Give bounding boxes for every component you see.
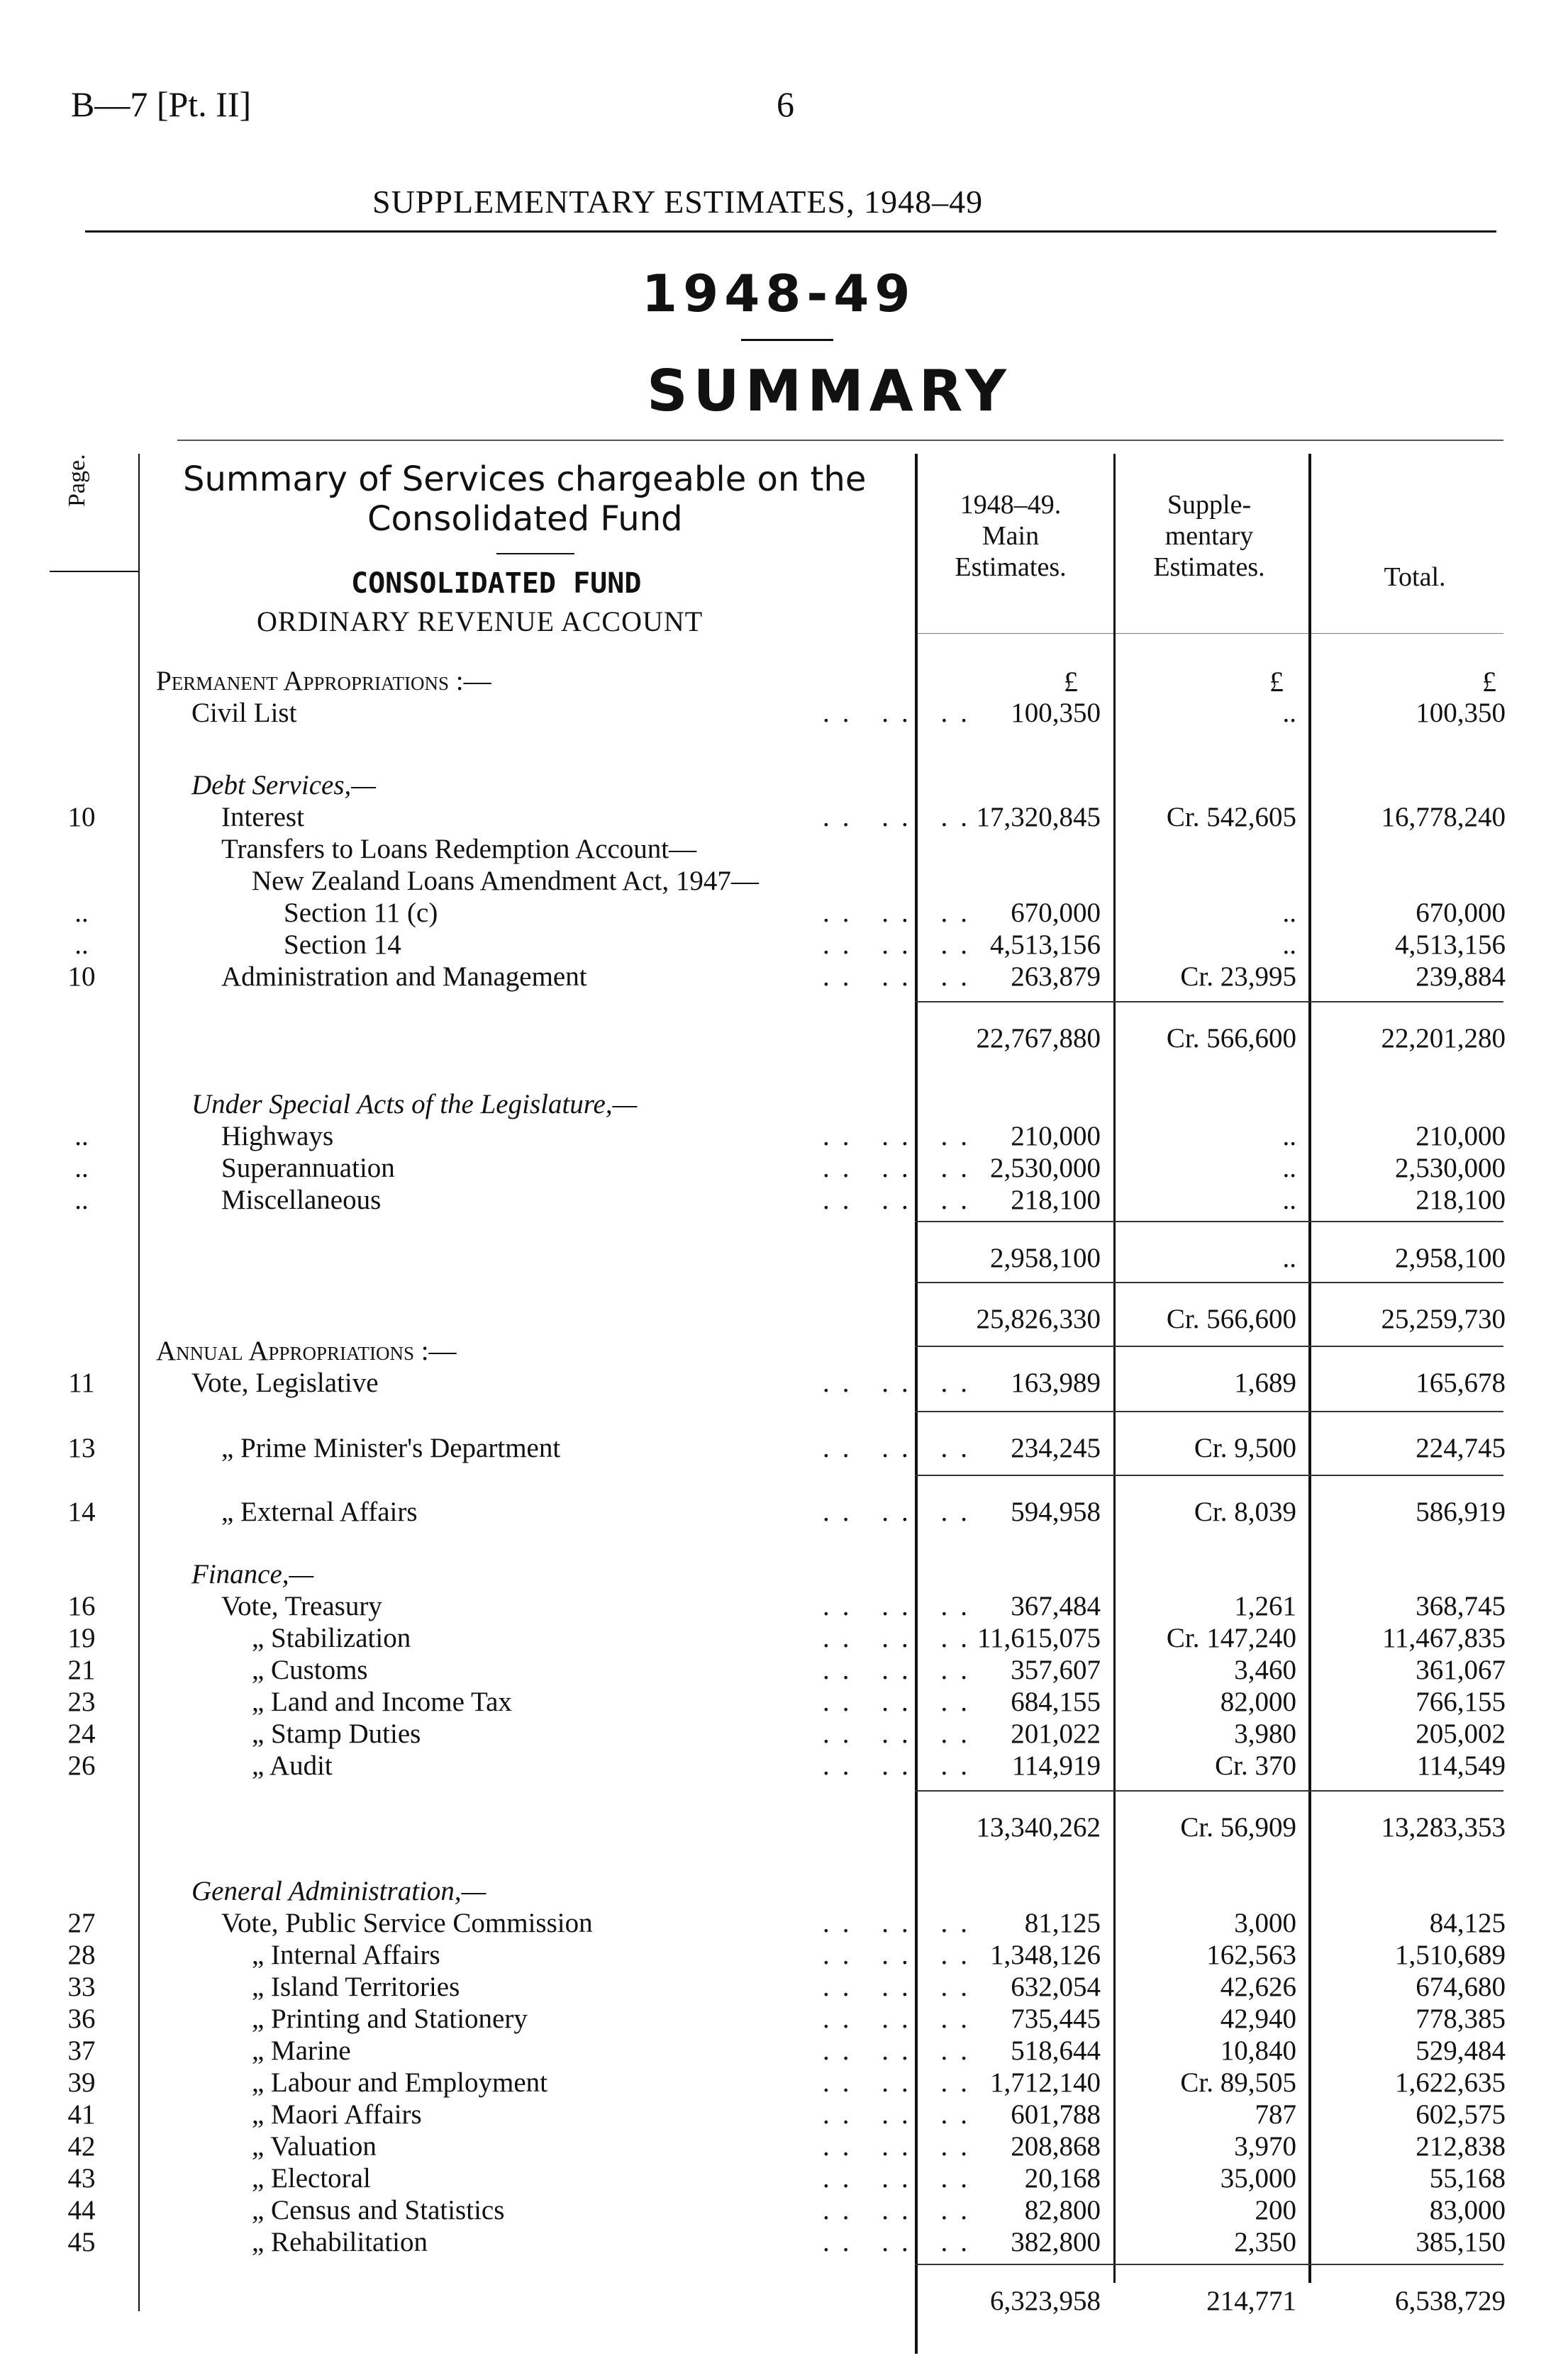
table-row	[0, 1242, 1568, 1274]
supplementary-estimate: Cr. 89,505	[1180, 2067, 1296, 2098]
supplementary-estimate: ..	[1282, 1153, 1296, 1183]
main-header-l2: Main	[982, 521, 1040, 551]
table-row	[0, 1811, 1568, 1843]
total-amount: 84,125	[1429, 1908, 1506, 1938]
table-row	[0, 801, 1568, 833]
table-row	[0, 1152, 1568, 1184]
subtotal-rule	[915, 1790, 1503, 1792]
table-row	[0, 1120, 1568, 1152]
supplementary-estimate: 42,940	[1220, 2004, 1296, 2034]
subtotal-rule	[915, 2264, 1503, 2265]
supplementary-estimate: Cr. 566,600	[1166, 1304, 1296, 1334]
row-label: „ Island Territories	[252, 1972, 460, 2002]
supplementary-estimate: ..	[1282, 929, 1296, 960]
main-estimate: 382,800	[1011, 2227, 1101, 2257]
row-label: Vote, Treasury	[221, 1591, 382, 1621]
row-label: „ Marine	[252, 2035, 351, 2066]
page-ref: 19	[67, 1623, 96, 1653]
page-ref: 44	[67, 2195, 96, 2225]
row-label: Interest	[221, 802, 304, 832]
row-label: Under Special Acts of the Legislature,—	[191, 1089, 638, 1119]
leader-dots: .. .. ..	[823, 2035, 980, 2066]
total-amount: 6,538,729	[1395, 2286, 1506, 2316]
page-ref: 23	[67, 1687, 96, 1717]
subtotal-rule	[915, 1001, 1503, 1002]
row-label: Finance,—	[191, 1559, 314, 1590]
page-ref: ..	[74, 1153, 89, 1183]
total-amount: 224,745	[1416, 1433, 1506, 1463]
table-row	[0, 865, 1568, 897]
desc-divider	[496, 553, 574, 554]
row-label: Transfers to Loans Redemption Account—	[221, 834, 697, 864]
total-amount: 1,510,689	[1395, 1940, 1506, 1970]
total-amount: 586,919	[1416, 1497, 1506, 1527]
row-label: „ Stamp Duties	[252, 1719, 421, 1749]
main-estimate: 100,350	[1011, 698, 1101, 728]
main-estimate: 201,022	[1011, 1719, 1101, 1749]
main-estimate: 4,513,156	[990, 929, 1101, 960]
main-estimate: 234,245	[1011, 1433, 1101, 1463]
main-estimate: 163,989	[1011, 1368, 1101, 1398]
supplementary-estimate: ..	[1282, 1121, 1296, 1151]
main-estimate: 17,320,845	[976, 802, 1101, 832]
row-label: Permanent Appropriations :—	[156, 666, 491, 696]
supplementary-estimate: 1,689	[1234, 1368, 1296, 1398]
page-ref: 10	[67, 961, 96, 992]
leader-dots: .. .. ..	[823, 2195, 980, 2225]
desc-header-line1: Summary of Services chargeable on the	[183, 459, 867, 499]
row-label: „ Maori Affairs	[252, 2099, 422, 2130]
main-estimate: 632,054	[1011, 1972, 1101, 2002]
table-row	[0, 2035, 1568, 2067]
main-estimate: 81,125	[1024, 1908, 1101, 1938]
row-label: Civil List	[191, 698, 297, 728]
total-amount: 100,350	[1416, 698, 1506, 728]
table-row	[0, 1875, 1568, 1907]
leader-dots: .. .. ..	[823, 2131, 980, 2162]
page-ref: ..	[74, 1185, 89, 1215]
leader-dots: .. .. ..	[823, 1655, 980, 1685]
leader-dots: .. .. ..	[823, 1687, 980, 1717]
supplementary-estimate: ..	[1282, 898, 1296, 928]
table-row	[0, 2067, 1568, 2099]
header-rule	[85, 230, 1496, 233]
row-label: „ Printing and Stationery	[252, 2004, 528, 2034]
page-number: 6	[777, 84, 794, 124]
page-ref: 11	[68, 1368, 95, 1398]
table-row	[0, 833, 1568, 865]
row-label: „ Valuation	[252, 2131, 377, 2162]
supplementary-estimate: 3,980	[1234, 1719, 1296, 1749]
total-amount: 778,385	[1416, 2004, 1506, 2034]
table-row	[0, 2003, 1568, 2035]
supplementary-estimate: Cr. 23,995	[1180, 961, 1296, 992]
total-amount: 368,745	[1416, 1591, 1506, 1621]
main-estimate: 210,000	[1011, 1121, 1101, 1151]
row-label: Vote, Public Service Commission	[221, 1908, 593, 1938]
supp-header-l3: Estimates.	[1153, 552, 1265, 582]
main-estimate: 25,826,330	[976, 1304, 1101, 1334]
supplementary-estimate: Cr. 9,500	[1194, 1433, 1296, 1463]
total-amount: 361,067	[1416, 1655, 1506, 1685]
total-amount: 16,778,240	[1381, 802, 1506, 832]
page-ref: 16	[67, 1591, 96, 1621]
page-header-rule	[50, 571, 138, 572]
year-title: 1948-49	[642, 264, 916, 323]
supplementary-estimate: ..	[1282, 1243, 1296, 1273]
main-estimate: 208,868	[1011, 2131, 1101, 2162]
total-amount: 11,467,835	[1381, 1623, 1506, 1653]
row-label: „ Audit	[252, 1750, 333, 1781]
table-row	[0, 929, 1568, 961]
supplementary-estimate: 214,771	[1206, 2286, 1296, 2316]
fund-heading: CONSOLIDATED FUND	[351, 567, 642, 600]
leader-dots: .. .. ..	[823, 1591, 980, 1621]
leader-dots: .. .. ..	[823, 2004, 980, 2034]
row-label: General Administration,—	[191, 1876, 486, 1906]
currency-supp: £	[1269, 666, 1284, 698]
currency-total: £	[1482, 666, 1496, 698]
main-estimate: 6,323,958	[990, 2286, 1101, 2316]
page-ref: 21	[67, 1655, 96, 1685]
total-amount: 205,002	[1416, 1719, 1506, 1749]
table-row	[0, 1590, 1568, 1622]
row-label: Highways	[221, 1121, 334, 1151]
leader-dots: .. .. ..	[823, 1121, 980, 1151]
leader-dots: .. .. ..	[823, 1623, 980, 1653]
leader-dots: .. .. ..	[823, 2227, 980, 2257]
row-label: Section 14	[284, 929, 401, 960]
total-amount: 114,549	[1416, 1750, 1506, 1781]
row-label: „ Customs	[252, 1655, 368, 1685]
supplementary-estimate: 3,000	[1234, 1908, 1296, 1938]
total-amount: 210,000	[1416, 1121, 1506, 1151]
total-amount: 766,155	[1416, 1687, 1506, 1717]
supplementary-estimate: 35,000	[1220, 2163, 1296, 2194]
table-row	[0, 1335, 1568, 1367]
document-ref: B—7 [Pt. II]	[71, 84, 252, 124]
account-heading: ORDINARY REVENUE ACCOUNT	[257, 605, 704, 637]
page-ref: 14	[67, 1497, 96, 1527]
main-estimate: 357,607	[1011, 1655, 1101, 1685]
main-estimate: 594,958	[1011, 1497, 1101, 1527]
table-row	[0, 1686, 1568, 1718]
main-estimate: 82,800	[1024, 2195, 1101, 2225]
main-estimate: 2,958,100	[990, 1243, 1101, 1273]
supplementary-estimate: Cr. 56,909	[1180, 1812, 1296, 1843]
table-row	[0, 1558, 1568, 1590]
page-ref: 26	[67, 1750, 96, 1781]
row-label: Vote, Legislative	[191, 1368, 379, 1398]
leader-dots: .. .. ..	[823, 1433, 980, 1463]
supplementary-estimate: Cr. 370	[1215, 1750, 1296, 1781]
table-row	[0, 1022, 1568, 1054]
supplementary-estimate: 10,840	[1220, 2035, 1296, 2066]
row-label: „ Labour and Employment	[252, 2067, 547, 2098]
leader-dots: .. .. ..	[823, 929, 980, 960]
page-ref: ..	[74, 1121, 89, 1151]
total-amount: 218,100	[1416, 1185, 1506, 1215]
main-header-l1: 1948–49.	[960, 490, 1062, 520]
total-amount: 385,150	[1416, 2227, 1506, 2257]
table-row	[0, 1907, 1568, 1939]
page-ref: 36	[67, 2004, 96, 2034]
total-amount: 212,838	[1416, 2131, 1506, 2162]
running-title: SUPPLEMENTARY ESTIMATES, 1948–49	[372, 184, 984, 220]
main-estimate: 22,767,880	[976, 1023, 1101, 1054]
table-row	[0, 1088, 1568, 1120]
supplementary-estimate: Cr. 8,039	[1194, 1497, 1296, 1527]
leader-dots: .. .. ..	[823, 1908, 980, 1938]
page-ref: 45	[67, 2227, 96, 2257]
table-row	[0, 1367, 1568, 1399]
leader-dots: .. .. ..	[823, 1940, 980, 1970]
row-label: „ Electoral	[252, 2163, 371, 2194]
page-ref: 28	[67, 1940, 96, 1970]
table-row	[0, 1303, 1568, 1335]
subtotal-rule	[915, 1475, 1503, 1476]
main-estimate: 670,000	[1011, 898, 1101, 928]
total-amount: 22,201,280	[1381, 1023, 1506, 1054]
supplementary-estimate: 82,000	[1220, 1687, 1296, 1717]
total-amount: 239,884	[1416, 961, 1506, 992]
leader-dots: .. .. ..	[823, 1368, 980, 1398]
total-amount: 25,259,730	[1381, 1304, 1506, 1334]
page-ref: ..	[74, 929, 89, 960]
main-estimate: 518,644	[1011, 2035, 1101, 2066]
page-ref: 41	[67, 2099, 96, 2130]
supplementary-estimate: 200	[1255, 2195, 1296, 2225]
total-amount: 2,958,100	[1395, 1243, 1506, 1273]
table-row	[0, 665, 1568, 697]
page-column-header: Page.	[64, 454, 90, 507]
total-amount: 13,283,353	[1381, 1812, 1506, 1843]
subtotal-rule	[915, 1346, 1503, 1347]
supplementary-estimate: 1,261	[1234, 1591, 1296, 1621]
row-label: „ Stabilization	[252, 1623, 411, 1653]
total-amount: 83,000	[1429, 2195, 1506, 2225]
main-estimates-header	[922, 489, 1099, 583]
main-estimate: 11,615,075	[977, 1623, 1101, 1653]
main-estimate: 263,879	[1011, 961, 1101, 992]
leader-dots: .. .. ..	[823, 698, 980, 728]
supplementary-estimate: 3,460	[1234, 1655, 1296, 1685]
leader-dots: .. .. ..	[823, 1750, 980, 1781]
row-label: Superannuation	[221, 1153, 395, 1183]
table-row	[0, 2285, 1568, 2317]
row-label: „ Internal Affairs	[252, 1940, 440, 1970]
total-amount: 670,000	[1416, 898, 1506, 928]
main-estimate: 684,155	[1011, 1687, 1101, 1717]
supplementary-estimate: 2,350	[1234, 2227, 1296, 2257]
row-label: „ Census and Statistics	[252, 2195, 505, 2225]
main-estimate: 13,340,262	[976, 1812, 1101, 1843]
page-ref: 43	[67, 2163, 96, 2194]
page-ref: 39	[67, 2067, 96, 2098]
table-top-rule	[177, 440, 1503, 441]
leader-dots: .. .. ..	[823, 961, 980, 992]
table-row	[0, 1718, 1568, 1750]
subtotal-rule	[915, 1411, 1503, 1412]
main-estimate: 601,788	[1011, 2099, 1101, 2130]
subtotal-rule	[915, 1221, 1503, 1222]
page-ref: 24	[67, 1719, 96, 1749]
table-row	[0, 769, 1568, 801]
total-header: Total.	[1384, 562, 1446, 592]
main-estimate: 1,348,126	[990, 1940, 1101, 1970]
page-ref: 33	[67, 1972, 96, 2002]
supplementary-estimate: 787	[1255, 2099, 1296, 2130]
total-amount: 4,513,156	[1395, 929, 1506, 960]
table-row	[0, 1750, 1568, 1782]
supp-estimates-header	[1121, 489, 1298, 583]
table-row	[0, 2130, 1568, 2162]
table-row	[0, 1432, 1568, 1464]
row-label: New Zealand Loans Amendment Act, 1947—	[252, 866, 759, 896]
table-row	[0, 897, 1568, 929]
row-label: Miscellaneous	[221, 1185, 382, 1215]
row-label: Debt Services,—	[191, 770, 376, 800]
leader-dots: .. .. ..	[823, 898, 980, 928]
row-label: „ Rehabilitation	[252, 2227, 428, 2257]
main-estimate: 2,530,000	[990, 1153, 1101, 1183]
supplementary-estimate: ..	[1282, 698, 1296, 728]
table-row	[0, 2226, 1568, 2258]
row-label: „ Prime Minister's Department	[221, 1433, 561, 1463]
total-amount: 165,678	[1416, 1368, 1506, 1398]
main-estimate: 1,712,140	[990, 2067, 1101, 2098]
table-row	[0, 697, 1568, 729]
table-row	[0, 1622, 1568, 1654]
leader-dots: .. .. ..	[823, 802, 980, 832]
supplementary-estimate: Cr. 542,605	[1166, 802, 1296, 832]
supplementary-estimate: 162,563	[1206, 1940, 1296, 1970]
currency-main: £	[1064, 666, 1078, 698]
subtotal-rule	[915, 1282, 1503, 1283]
supplementary-estimate: ..	[1282, 1185, 1296, 1215]
leader-dots: .. .. ..	[823, 1972, 980, 2002]
table-row	[0, 1971, 1568, 2003]
main-estimate: 735,445	[1011, 2004, 1101, 2034]
table-row	[0, 2194, 1568, 2226]
page-ref: 37	[67, 2035, 96, 2066]
main-estimate: 20,168	[1024, 2163, 1101, 2194]
total-amount: 674,680	[1416, 1972, 1506, 2002]
page-ref: 42	[67, 2131, 96, 2162]
table-row	[0, 1496, 1568, 1528]
table-row	[0, 2099, 1568, 2130]
supp-header-l1: Supple-	[1167, 490, 1252, 520]
main-estimate: 218,100	[1011, 1185, 1101, 1215]
row-label: „ Land and Income Tax	[252, 1687, 512, 1717]
total-amount: 2,530,000	[1395, 1153, 1506, 1183]
main-estimate: 367,484	[1011, 1591, 1101, 1621]
table-row	[0, 1654, 1568, 1686]
row-label: Section 11 (c)	[284, 898, 438, 928]
table-row	[0, 1939, 1568, 1971]
leader-dots: .. .. ..	[823, 1497, 980, 1527]
title-divider	[741, 339, 833, 341]
supplementary-estimate: 3,970	[1234, 2131, 1296, 2162]
supplementary-estimate: 42,626	[1220, 1972, 1296, 2002]
main-estimate: 114,919	[1011, 1750, 1101, 1781]
col-header-rule	[915, 633, 1503, 634]
desc-header-line2: Consolidated Fund	[367, 499, 683, 539]
page-ref: 27	[67, 1908, 96, 1938]
row-label: Annual Appropriations :—	[156, 1336, 457, 1366]
supplementary-estimate: Cr. 566,600	[1166, 1023, 1296, 1054]
row-label: „ External Affairs	[221, 1497, 418, 1527]
page-ref: 13	[67, 1433, 96, 1463]
main-header-l3: Estimates.	[955, 552, 1067, 582]
row-label: Administration and Management	[221, 961, 587, 992]
page-ref: ..	[74, 898, 89, 928]
leader-dots: .. .. ..	[823, 2099, 980, 2130]
total-amount: 55,168	[1429, 2163, 1506, 2194]
table-row	[0, 1184, 1568, 1216]
supplementary-estimate: Cr. 147,240	[1166, 1623, 1296, 1653]
summary-title: SUMMARY	[647, 358, 1012, 424]
total-amount: 1,622,635	[1395, 2067, 1506, 2098]
table-row	[0, 2162, 1568, 2194]
leader-dots: .. .. ..	[823, 2163, 980, 2194]
leader-dots: .. .. ..	[823, 2067, 980, 2098]
leader-dots: .. .. ..	[823, 1185, 980, 1215]
table-row	[0, 961, 1568, 993]
supp-header-l2: mentary	[1164, 521, 1254, 551]
total-amount: 602,575	[1416, 2099, 1506, 2130]
page-ref: 10	[67, 802, 96, 832]
leader-dots: .. .. ..	[823, 1153, 980, 1183]
total-amount: 529,484	[1416, 2035, 1506, 2066]
leader-dots: .. .. ..	[823, 1719, 980, 1749]
